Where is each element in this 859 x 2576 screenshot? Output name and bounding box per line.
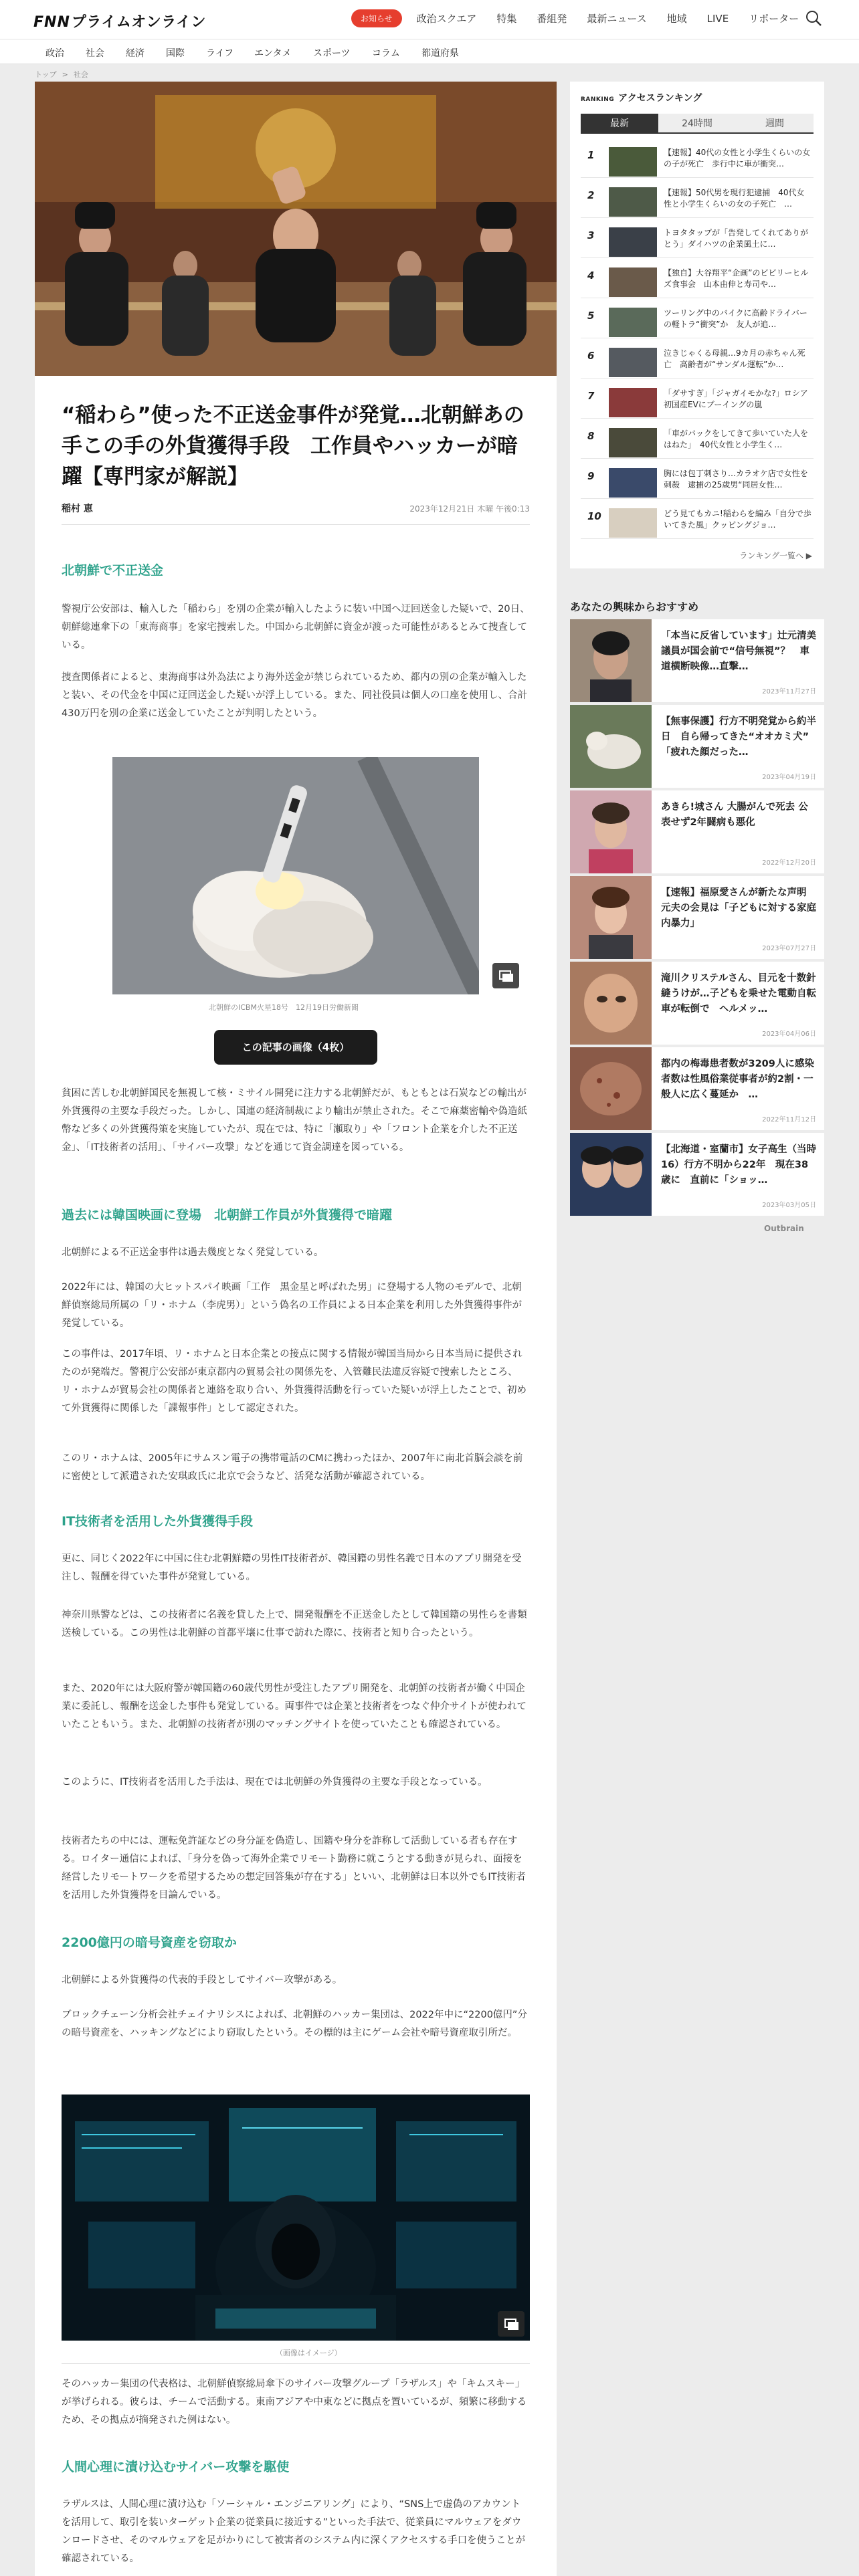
recommend-item[interactable] [570, 619, 824, 702]
rank-number: 7 [587, 390, 595, 402]
paragraph: 貧困に苦しむ北朝鮮国民を無視して核・ミサイル開発に注力する北朝鮮だが、もともとは石炭などの輸出が外貨獲得の主要な手段だった。しかし、国連の経済制裁により輸出が禁止された。そこで麻薬密輸や偽造紙幣など多くの外貨獲得策を実施していたが、現在では、特に「瀬取り」や「フロント企業を介した不正送金」、「IT技術者の活用」、「サイバー攻撃」などを通じて資金調達を図っている。 [62, 1088, 527, 1153]
recommend-item[interactable] [570, 876, 824, 959]
cat-economy[interactable]: 経済 [126, 48, 145, 59]
rank-number: 1 [587, 149, 595, 161]
recommend-date: 2023年03月05日 [762, 1202, 816, 1209]
paragraph: 神奈川県警などは、この技術者に名義を貸した上で、開発報酬を不正送金したとして韓国籍の男性らを書類送検している。この男性は北朝鮮の首都平壌に仕事で訪れた際に、技術者と知り合ったという。 [62, 1610, 527, 1638]
nav-link-region[interactable]: 地域 [666, 13, 687, 25]
article-author[interactable]: 稲村 恵 [62, 504, 93, 514]
paragraph: 北朝鮮による不正送金事件は過去幾度となく発覚している。 [62, 1247, 324, 1258]
ranking-item[interactable] [581, 300, 814, 338]
ranking-thumbnail [609, 187, 657, 217]
rank-number: 4 [587, 270, 595, 282]
ranking-text: 泣きじゃくる母親…9カ月の赤ちゃん死亡 高齢者が“サンダル運転”か… [664, 348, 805, 369]
recommend-thumbnail [570, 619, 652, 702]
ranking-tag: RANKING [581, 96, 615, 103]
breadcrumb [35, 69, 94, 80]
ranking-thumbnail [609, 348, 657, 377]
gallery-button[interactable]: この記事の画像（4枚） [214, 1030, 377, 1065]
breadcrumb-society[interactable]: 社会 [73, 70, 88, 79]
expand-image-icon[interactable] [492, 963, 519, 988]
ranking-text: ツーリング中のバイクに高齢ドライバーの軽トラ“衝突”か 友人が追… [664, 308, 807, 329]
rank-number: 10 [587, 510, 601, 522]
recommend-title: 【無事保護】行方不明発覚から約半日 自ら帰ってきた“オオカミ犬” 「疲れた顔だった… [661, 716, 819, 758]
ranking-text: 胸には包丁刺さり…カラオケ店で女性を刺殺 逮捕の25歳男“同居女性… [664, 469, 808, 490]
recommend-item[interactable] [570, 705, 824, 788]
ranking-thumbnail [609, 227, 657, 257]
cat-sports[interactable]: スポーツ [313, 48, 351, 59]
nav-link-live[interactable]: LIVE [706, 12, 729, 25]
nav-link-reporter[interactable]: リポーター [749, 13, 799, 25]
logo-text: プライムオンライン [71, 14, 207, 31]
ranking-thumbnail [609, 508, 657, 538]
nav-link-latest[interactable]: 最新ニュース [587, 13, 647, 25]
rank-number: 5 [587, 310, 595, 322]
tab-24h[interactable]: 24時間 [658, 114, 736, 134]
recommend-title: 滝川クリステルさん、目元を十数針縫うけが…子どもを乗せた電動自転車が転倒で ヘルメッ… [661, 973, 816, 1014]
ranking-item[interactable] [581, 420, 814, 459]
ranking-thumbnail [609, 147, 657, 177]
ranking-text: 「ダサすぎ」「ジャガイモかな?」ロシア初国産EVにブーイングの嵐 [664, 389, 808, 409]
ranking-item[interactable] [581, 460, 814, 499]
ranking-item[interactable] [581, 139, 814, 178]
ranking-text: 【速報】50代男を現行犯逮捕 40代女性と小学生くらいの女の子死亡 … [664, 188, 805, 209]
recommend-date: 2023年07月27日 [762, 945, 816, 952]
recommend-title: 「本当に反省しています」辻元清美議員が国会前で“信号無視”？ 車道横断映像…直撃… [661, 631, 816, 672]
ranking-thumbnail [609, 428, 657, 457]
ranking-tabs [581, 114, 814, 134]
nav-link-feature[interactable]: 特集 [496, 13, 517, 25]
ranking-more-link[interactable]: ランキング一覧へ ▶ [739, 551, 812, 560]
ranking-item[interactable] [581, 500, 814, 539]
section-heading: IT技術者を活用した外貨獲得手段 [62, 1514, 254, 1529]
recommend-date: 2023年04月19日 [762, 774, 816, 781]
ranking-text: 【独自】大谷翔平“企画”のビビリーヒルズ食事会 山本由伸と寿司や… [664, 268, 809, 289]
recommend-title: 【速報】福原愛さんが新たな声明 元夫の会見は「子どもに対する家庭内暴力」 [661, 887, 816, 929]
article-date: 2023年12月21日 木曜 午後0:13 [409, 504, 530, 514]
ranking-item[interactable] [581, 380, 814, 419]
ranking-item[interactable] [581, 340, 814, 379]
recommend-date: 2022年12月20日 [762, 859, 816, 867]
recommend-item[interactable] [570, 1047, 824, 1130]
recommend-title: 【北海道・室蘭市】女子高生（当時16）行方不明から22年 現在38歳に 直前に「ショッ… [661, 1144, 816, 1186]
ranking-heading [581, 91, 702, 104]
cat-international[interactable]: 国際 [166, 48, 185, 59]
expand-image-icon[interactable] [498, 2311, 524, 2337]
article-container [35, 82, 557, 2576]
ranking-box [570, 82, 824, 568]
divider [62, 2363, 530, 2364]
site-logo[interactable] [33, 11, 206, 31]
ranking-text: 【速報】40代の女性と小学生くらいの女の子が死亡 歩行中に車が衝突… [664, 148, 811, 169]
missile-image[interactable] [112, 757, 479, 994]
cat-society[interactable]: 社会 [86, 48, 104, 59]
ranking-text: どう見てもカニ!稲わらを編み「自分で歩いてきた風」クッピングジョ… [664, 509, 812, 530]
hacker-image[interactable] [62, 2095, 530, 2341]
recommend-date: 2022年11月12日 [762, 1116, 816, 1123]
ranking-item[interactable] [581, 179, 814, 218]
recommend-thumbnail [570, 876, 652, 959]
ranking-title: アクセスランキング [618, 93, 702, 104]
section-heading: 過去には韓国映画に登場 北朝鮮工作員が外貨獲得で暗躍 [62, 1208, 393, 1222]
rank-number: 8 [587, 430, 595, 442]
paragraph: 更に、同じく2022年に中国に住む北朝鮮籍の男性IT技術者が、韓国籍の男性名義で日本のアプリ開発を受注し、報酬を得ていた事件が発覚している。 [62, 1553, 522, 1582]
outbrain-logo[interactable]: Outbrain [764, 1224, 804, 1233]
paragraph: そのハッカー集団の代表格は、北朝鮮偵察総局傘下のサイバー攻撃グループ「ラザルス」や「キムスキー」が挙げられる。彼らは、チームで活動する。東南アジアや中東などに拠点を置いているが、頻繁に移動するため、その拠点が摘発された例はない。 [62, 2379, 527, 2426]
nav-link-politics[interactable]: 政治スクエア [416, 13, 477, 25]
cat-entame[interactable]: エンタメ [254, 48, 292, 59]
recommend-date: 2023年04月06日 [762, 1031, 816, 1038]
image-caption: 北朝鮮のICBM火星18号 12月19日労働新聞 [209, 1003, 359, 1012]
rank-number: 2 [587, 189, 595, 201]
cat-politics[interactable]: 政治 [45, 48, 64, 59]
image-caption: （画像はイメージ） [276, 2349, 342, 2357]
section-heading: 人間心理に漬け込むサイバー攻撃を駆使 [62, 2460, 290, 2474]
paragraph: ブロックチェーン分析会社チェイナリシスによれば、北朝鮮のハッカー集団は、2022年中に“2200億円”分の暗号資産を、ハッキングなどにより窃取したという。その標的は主にゲーム会社や暗号資産取引所だ。 [62, 2010, 527, 2038]
ranking-thumbnail [609, 388, 657, 417]
recommend-date: 2023年11月27日 [762, 688, 816, 695]
category-nav [0, 39, 859, 64]
recommend-item[interactable] [570, 790, 824, 873]
recommend-thumbnail [570, 962, 652, 1045]
site-header [0, 0, 859, 39]
ranking-text: 「車がバックをしてきて歩いていた人をはねた」 40代女性と小学生く… [664, 429, 809, 449]
paragraph: このリ・ホナムは、2005年にサムスン電子の携帯電話のCMに携わったほか、2007年に南北首脳会談を前に密使として派遣された安琪政氏に北京で会うなど、活発な活動が確認されている。 [62, 1453, 523, 1482]
paragraph: この事件は、2017年頃、リ・ホナムと日本企業との接点に関する情報が韓国当局から日本当局に提供されたのが発端だ。警視庁公安部が東京都内の貿易会社の関係先を、入管難民法違反容疑で捜索したところ、リ・ホナムが貿易会社の関係者と連絡を取り合い、外貨獲得活動を行っていた疑いが浮上したことで、初めて外貨獲得に関係した「諜報事件」として認定された。 [62, 1349, 527, 1414]
paragraph: 警視庁公安部は、輸入した「稲わら」を別の企業が輸入したように装い中国へ迂回送金した疑いで、20日、朝鮮総連傘下の「東海商事」を家宅捜索した。中国から北朝鮮に資金が渡った可能性があるとみて捜査している。 [62, 604, 530, 651]
recommend-item[interactable] [570, 1133, 824, 1216]
cat-life[interactable]: ライフ [206, 48, 234, 59]
rank-number: 3 [587, 229, 595, 241]
tab-weekly[interactable]: 週間 [736, 114, 814, 134]
ranking-thumbnail [609, 267, 657, 297]
ranking-item[interactable] [581, 259, 814, 298]
recommend-thumbnail [570, 705, 652, 788]
section-heading: 北朝鮮で不正送金 [62, 563, 164, 578]
cat-prefectures[interactable]: 都道府県 [421, 48, 459, 59]
paragraph: 技術者たちの中には、運転免許証などの身分証を偽造し、国籍や身分を詐称して活動している者も存在する。ロイター通信によれば、「身分を偽って海外企業でリモート勤務に就こうとする動きが見られ、面接を経営したリモートワークを希望するための想定回答集が存在する」といい、北朝鮮は日本以外でもIT技術者を活用した外貨獲得を目論んでいる。 [62, 1836, 527, 1901]
top-nav [351, 9, 819, 27]
article-title: “稲わら”使った不正送金事件が発覚…北朝鮮あの手この手の外貨獲得手段 工作員やハッカーが暗躍【専門家が解説】 [62, 403, 524, 489]
ranking-thumbnail [609, 468, 657, 498]
recommend-heading: あなたの興味からおすすめ [570, 601, 699, 613]
paragraph: 2022年には、韓国の大ヒットスパイ映画「工作 黒金星と呼ばれた男」に登場する人物のモデルで、北朝鮮偵察総局所属の「リ・ホナム（李虎男）」という偽名の工作員による日本企業を利用した外貨獲得事件が発覚している。 [62, 1282, 522, 1329]
breadcrumb-top[interactable]: トップ [35, 70, 57, 79]
recommend-item[interactable] [570, 962, 824, 1045]
recommend-title: あきら!城さん 大腸がんで死去 公表せず2年闘病も悪化 [661, 802, 808, 828]
ranking-text: トヨタタップが「告発してくれてありがとう」ダイハツの企業風土に… [664, 228, 809, 249]
tab-latest[interactable]: 最新 [581, 114, 658, 134]
paragraph: ラザルスは、人間心理に漬け込む「ソーシャル・エンジニアリング」により、“SNS上で虚偽のアカウントを活用して、取引を装いターゲット企業の従業員に接近する”といった手法で、従業員にマルウェアをダウンロードさせ、そのマルウェアを足がかりにして被害者のシステム内に深くアクセスする手口を使うことが確認されている。 [62, 2499, 526, 2564]
search-icon[interactable] [804, 9, 823, 27]
divider [62, 524, 530, 525]
breadcrumb-sep: > [62, 70, 68, 79]
nav-link-program[interactable]: 番組発 [537, 13, 567, 25]
recommend-thumbnail [570, 790, 652, 873]
notice-button[interactable]: お知らせ [351, 9, 402, 27]
rank-number: 9 [587, 470, 595, 482]
paragraph: 北朝鮮による外貨獲得の代表的手段としてサイバー攻撃がある。 [62, 1975, 343, 1985]
paragraph: 捜査関係者によると、東海商事は外為法により海外送金が禁じられているため、都内の別の企業が輸入したと装い、その代金を中国に迂回送金した疑いが浮上している。また、同社役員は個人の口座を使用し、合計430万円を別の企業に送金していたことが判明したという。 [62, 672, 527, 719]
cat-column[interactable]: コラム [372, 48, 400, 59]
recommend-title: 都内の梅毒患者数が3209人に感染者数は性風俗業従事者が約2割・一般人に広く蔓延か … [661, 1059, 814, 1100]
ranking-item[interactable] [581, 219, 814, 258]
rank-number: 6 [587, 350, 595, 362]
paragraph: また、2020年には大阪府警が韓国籍の60歳代男性が受注したアプリ開発を、北朝鮮の技術者が働く中国企業に委託し、報酬を送金した事件も発覚している。両事件では企業と技術者をつなぐ仲介サイトが使われていたこともいう。また、北朝鮮の技術者が別のマッチングサイトを使っていたことも確認されている。 [62, 1683, 527, 1730]
hero-image [35, 82, 557, 376]
ranking-thumbnail [609, 308, 657, 337]
logo-brand: FNN [33, 14, 70, 31]
paragraph: このように、IT技術者を活用した手法は、現在では北朝鮮の外貨獲得の主要な手段となっている。 [62, 1777, 488, 1788]
recommend-thumbnail [570, 1047, 652, 1130]
recommend-thumbnail [570, 1133, 652, 1216]
section-heading: 2200億円の暗号資産を窃取か [62, 1935, 237, 1950]
